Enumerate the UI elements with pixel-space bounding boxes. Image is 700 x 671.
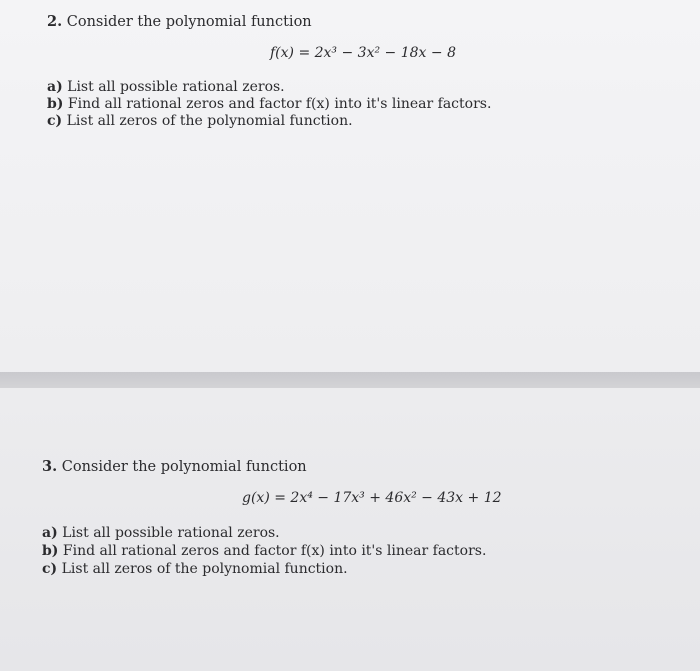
- problem-2-part-a: [47, 79, 285, 95]
- problem-2-part-c: [47, 113, 353, 129]
- part-text: Find all rational zeros and factor f(x) into it's linear factors.: [62, 543, 487, 559]
- problem-3-part-c: [42, 561, 348, 577]
- problem-3-formula: g(x) = 2x⁴ − 17x³ + 46x² − 43x + 12: [242, 490, 502, 506]
- problem-number: 2.: [47, 13, 63, 30]
- part-text: List all possible rational zeros.: [67, 79, 285, 95]
- part-letter: a): [42, 525, 58, 541]
- problem-2-part-b: [47, 96, 491, 112]
- problem-2-heading: [47, 13, 312, 30]
- part-letter: c): [47, 113, 63, 129]
- problem-title: Consider the polynomial function: [66, 14, 312, 30]
- part-letter: a): [47, 79, 63, 95]
- part-text: List all zeros of the polynomial function.: [66, 113, 353, 129]
- problem-3-part-b: [42, 543, 486, 559]
- problem-3-part-a: [42, 525, 280, 541]
- part-text: List all zeros of the polynomial function.: [61, 561, 348, 577]
- part-letter: b): [42, 543, 59, 559]
- part-text: List all possible rational zeros.: [62, 525, 280, 541]
- part-letter: c): [42, 561, 58, 577]
- part-letter: b): [47, 96, 64, 112]
- problem-number: 3.: [42, 458, 58, 475]
- problem-2-formula: f(x) = 2x³ − 3x² − 18x − 8: [270, 45, 456, 61]
- part-text: Find all rational zeros and factor f(x) into it's linear factors.: [67, 96, 492, 112]
- page-divider: [0, 372, 700, 388]
- problem-title: Consider the polynomial function: [61, 459, 307, 475]
- problem-3-heading: [42, 458, 307, 475]
